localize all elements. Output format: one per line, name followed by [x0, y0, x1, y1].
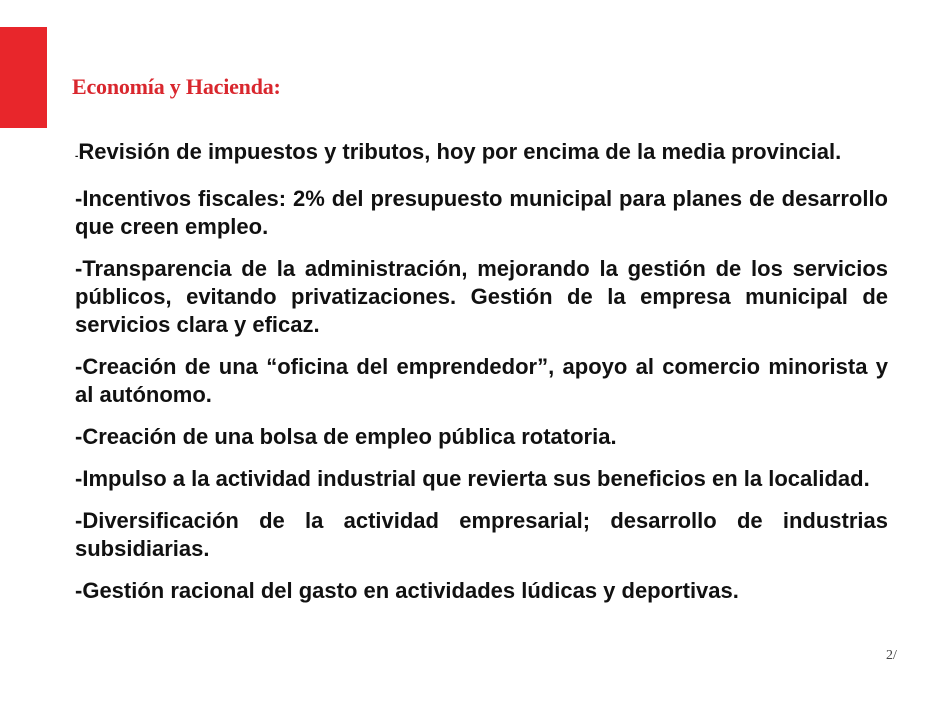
bullet-item-3: -Transparencia de la administración, mejorando la gestión de los servicios públicos, evitando privatizaciones. Gestión de la empresa municipal de servicios clara y eficaz.: [75, 256, 888, 337]
bullet-dash: -: [75, 151, 79, 162]
bullet-item-8: -Gestión racional del gasto en actividades lúdicas y deportivas.: [75, 578, 739, 603]
accent-bar: [0, 27, 47, 128]
bullet-item-7: -Diversificación de la actividad empresarial; desarrollo de industrias subsidiarias.: [75, 508, 888, 561]
page-number: 2/: [886, 648, 897, 663]
bullet-item-2: -Incentivos fiscales: 2% del presupuesto municipal para planes de desarrollo que creen empleo.: [75, 186, 888, 239]
bullet-item-4: -Creación de una “oficina del emprendedor”, apoyo al comercio minorista y al autónomo.: [75, 354, 888, 407]
bullet-list: [75, 138, 888, 619]
bullet-item-1: [75, 138, 888, 171]
bullet-item-5: -Creación de una bolsa de empleo pública rotatoria.: [75, 424, 617, 449]
slide-title: Economía y Hacienda:: [72, 74, 281, 99]
bullet-item-6: -Impulso a la actividad industrial que revierta sus beneficios en la localidad.: [75, 466, 870, 491]
bullet-text: Revisión de impuestos y tributos, hoy por encima de la media provincial.: [78, 139, 842, 164]
